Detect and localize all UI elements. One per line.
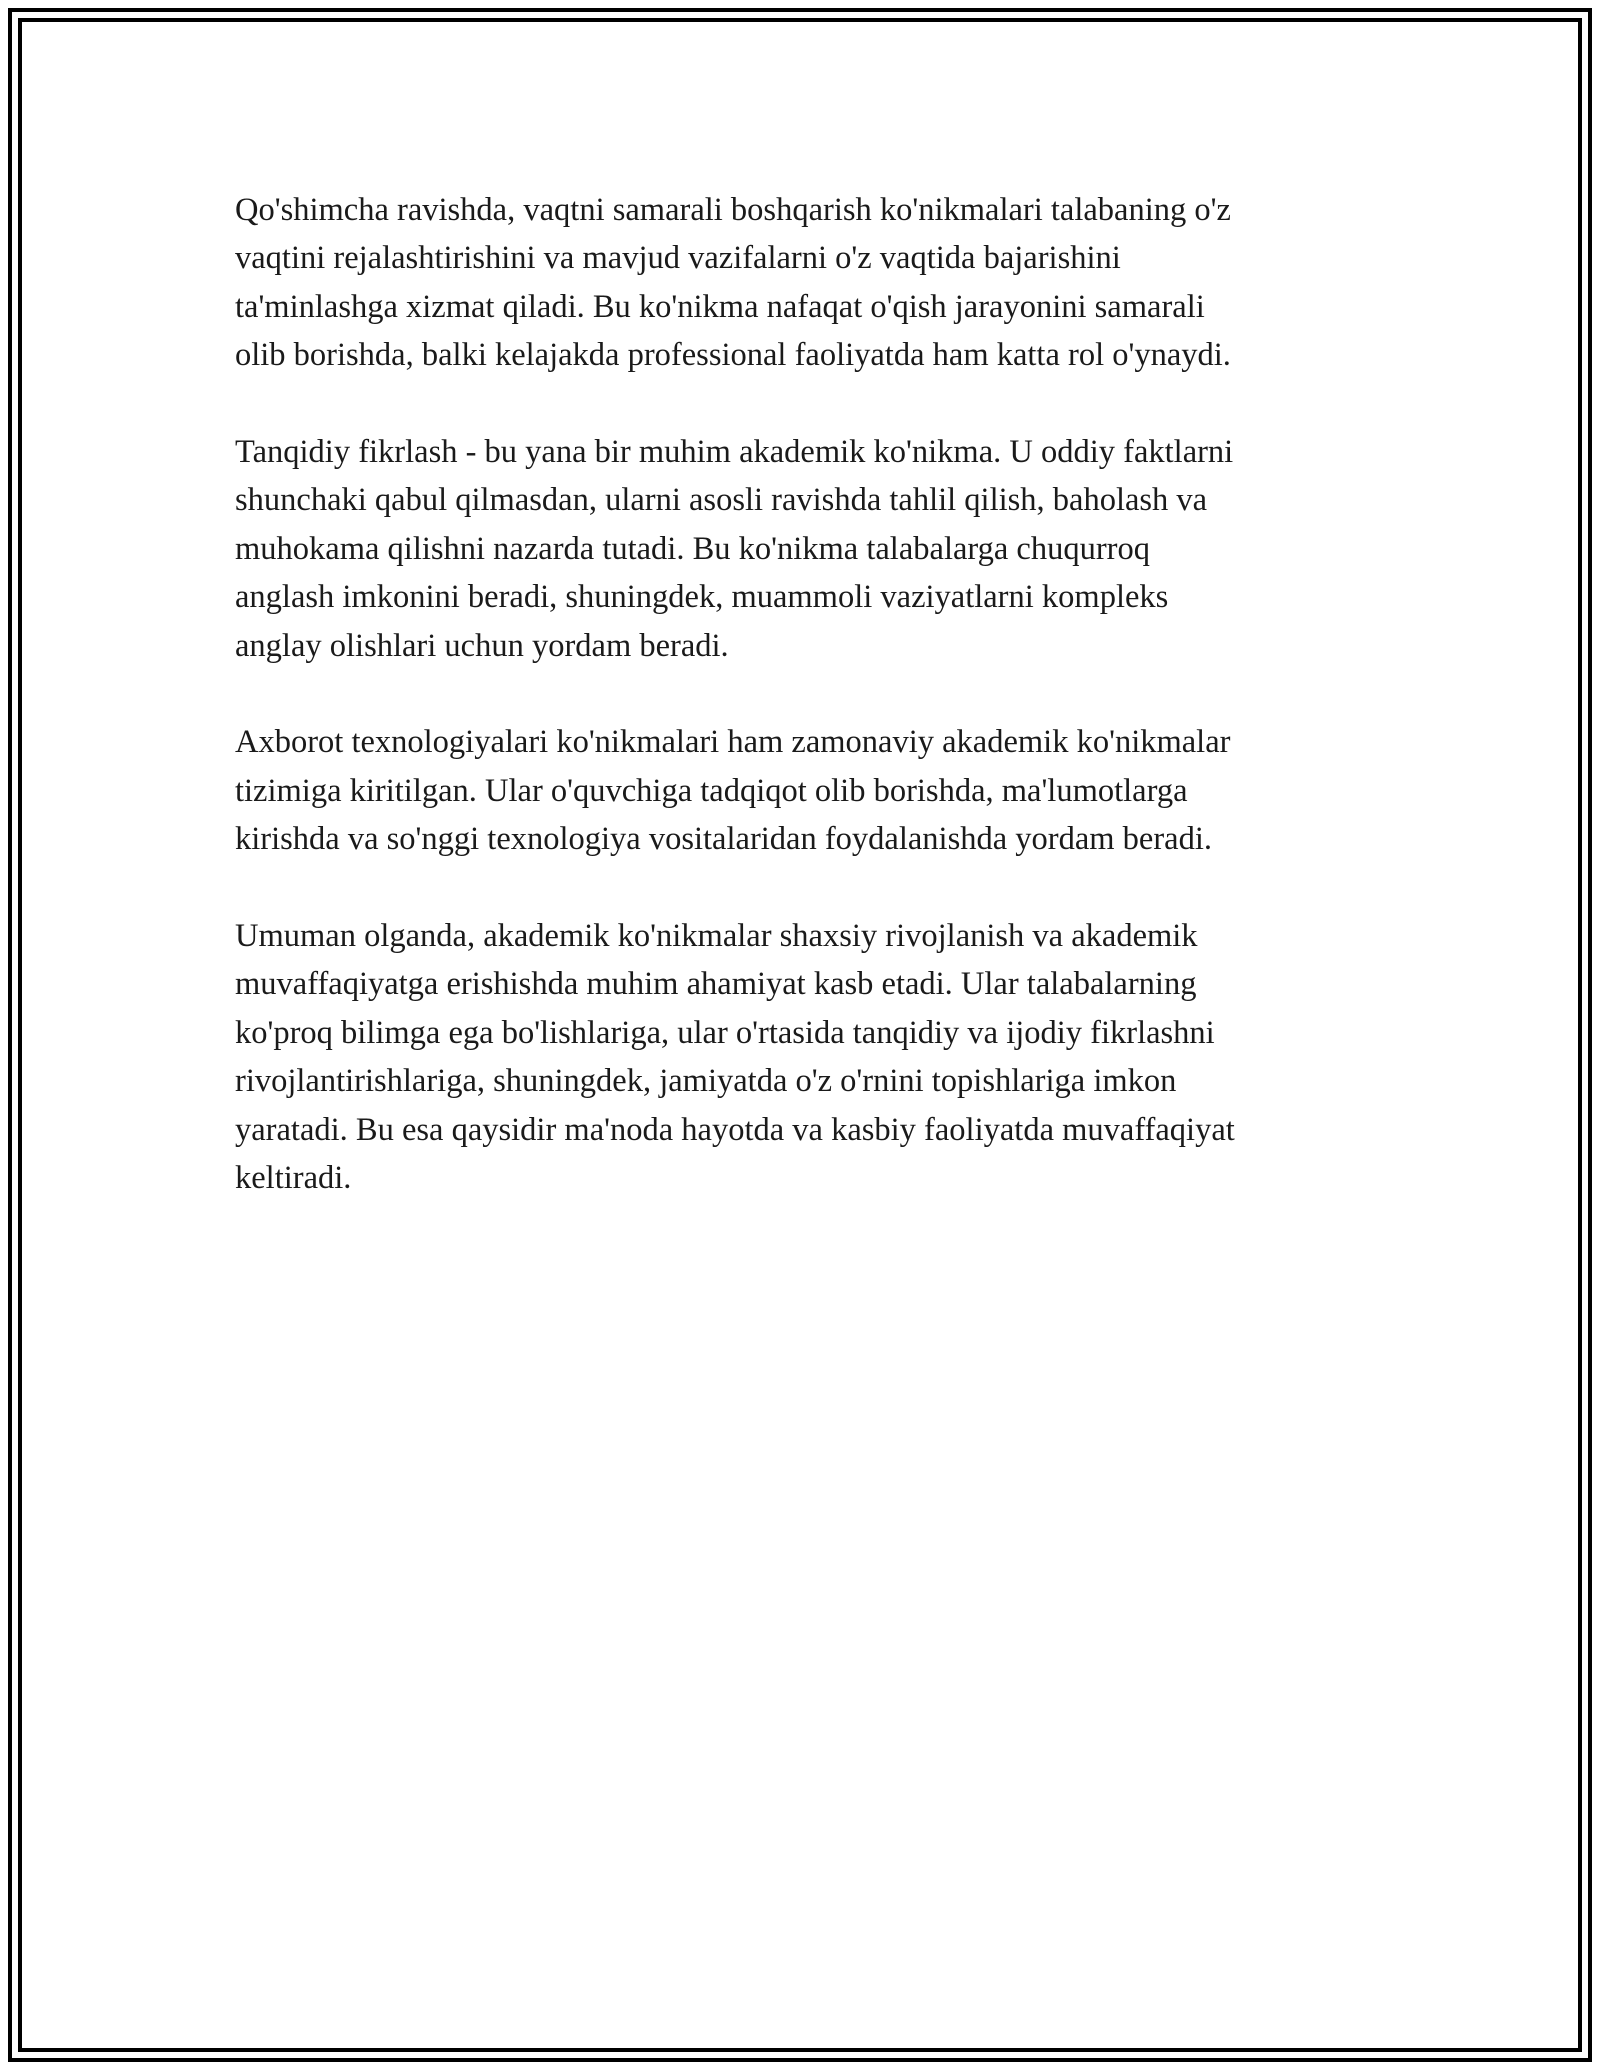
paragraph-information-technology: Axborot texnologiyalari ko'nikmalari ham zamonaviy akademik ko'nikmalar tizimiga kiritilgan. Ular o'quvchiga tadqiqot olib borishda, ma'lumotlarga kirishda va so'nggi texnologiya vositalaridan foydalanishda yordam beradi. <box>235 724 1231 858</box>
paragraph-time-management: Qo'shimcha ravishda, vaqtni samarali boshqarish ko'nikmalari talabaning o'z vaqtini rejalashtirishini va mavjud vazifalarni o'z vaqtida bajarishini ta'minlashga xizmat qiladi. Bu ko'nikma nafaqat o'qish jarayonini samarali olib borishda, balki kelajakda professional faoliyatda ham katta rol o'ynaydi. <box>235 192 1231 374</box>
paragraph-critical-thinking: Tanqidiy fikrlash - bu yana bir muhim akademik ko'nikma. U oddiy faktlarni shunchaki qabul qilmasdan, ularni asosli ravishda tahlil qilish, baholash va muhokama qilishni nazarda tutadi. Bu ko'nikma talabalarga chuqurroq anglash imkonini beradi, shuningdek, muammoli vaziyatlarni kompleks anglay olishlari uchun yordam beradi. <box>235 434 1234 664</box>
paragraph-conclusion: Umuman olganda, akademik ko'nikmalar shaxsiy rivojlanish va akademik muvaffaqiyatga erishishda muhim ahamiyat kasb etadi. Ular talabalarning ko'proq bilimga ega bo'lishlariga, ular o'rtasida tanqidiy va ijodiy fikrlashni rivojlantirishlariga, shuningdek, jamiyatda o'z o'rnini topishlariga imkon yaratadi. Bu esa qaysidir ma'noda hayotda va kasbiy faoliyatda muvaffaqiyat keltiradi. <box>235 918 1235 1197</box>
document-body <box>235 186 1375 1251</box>
